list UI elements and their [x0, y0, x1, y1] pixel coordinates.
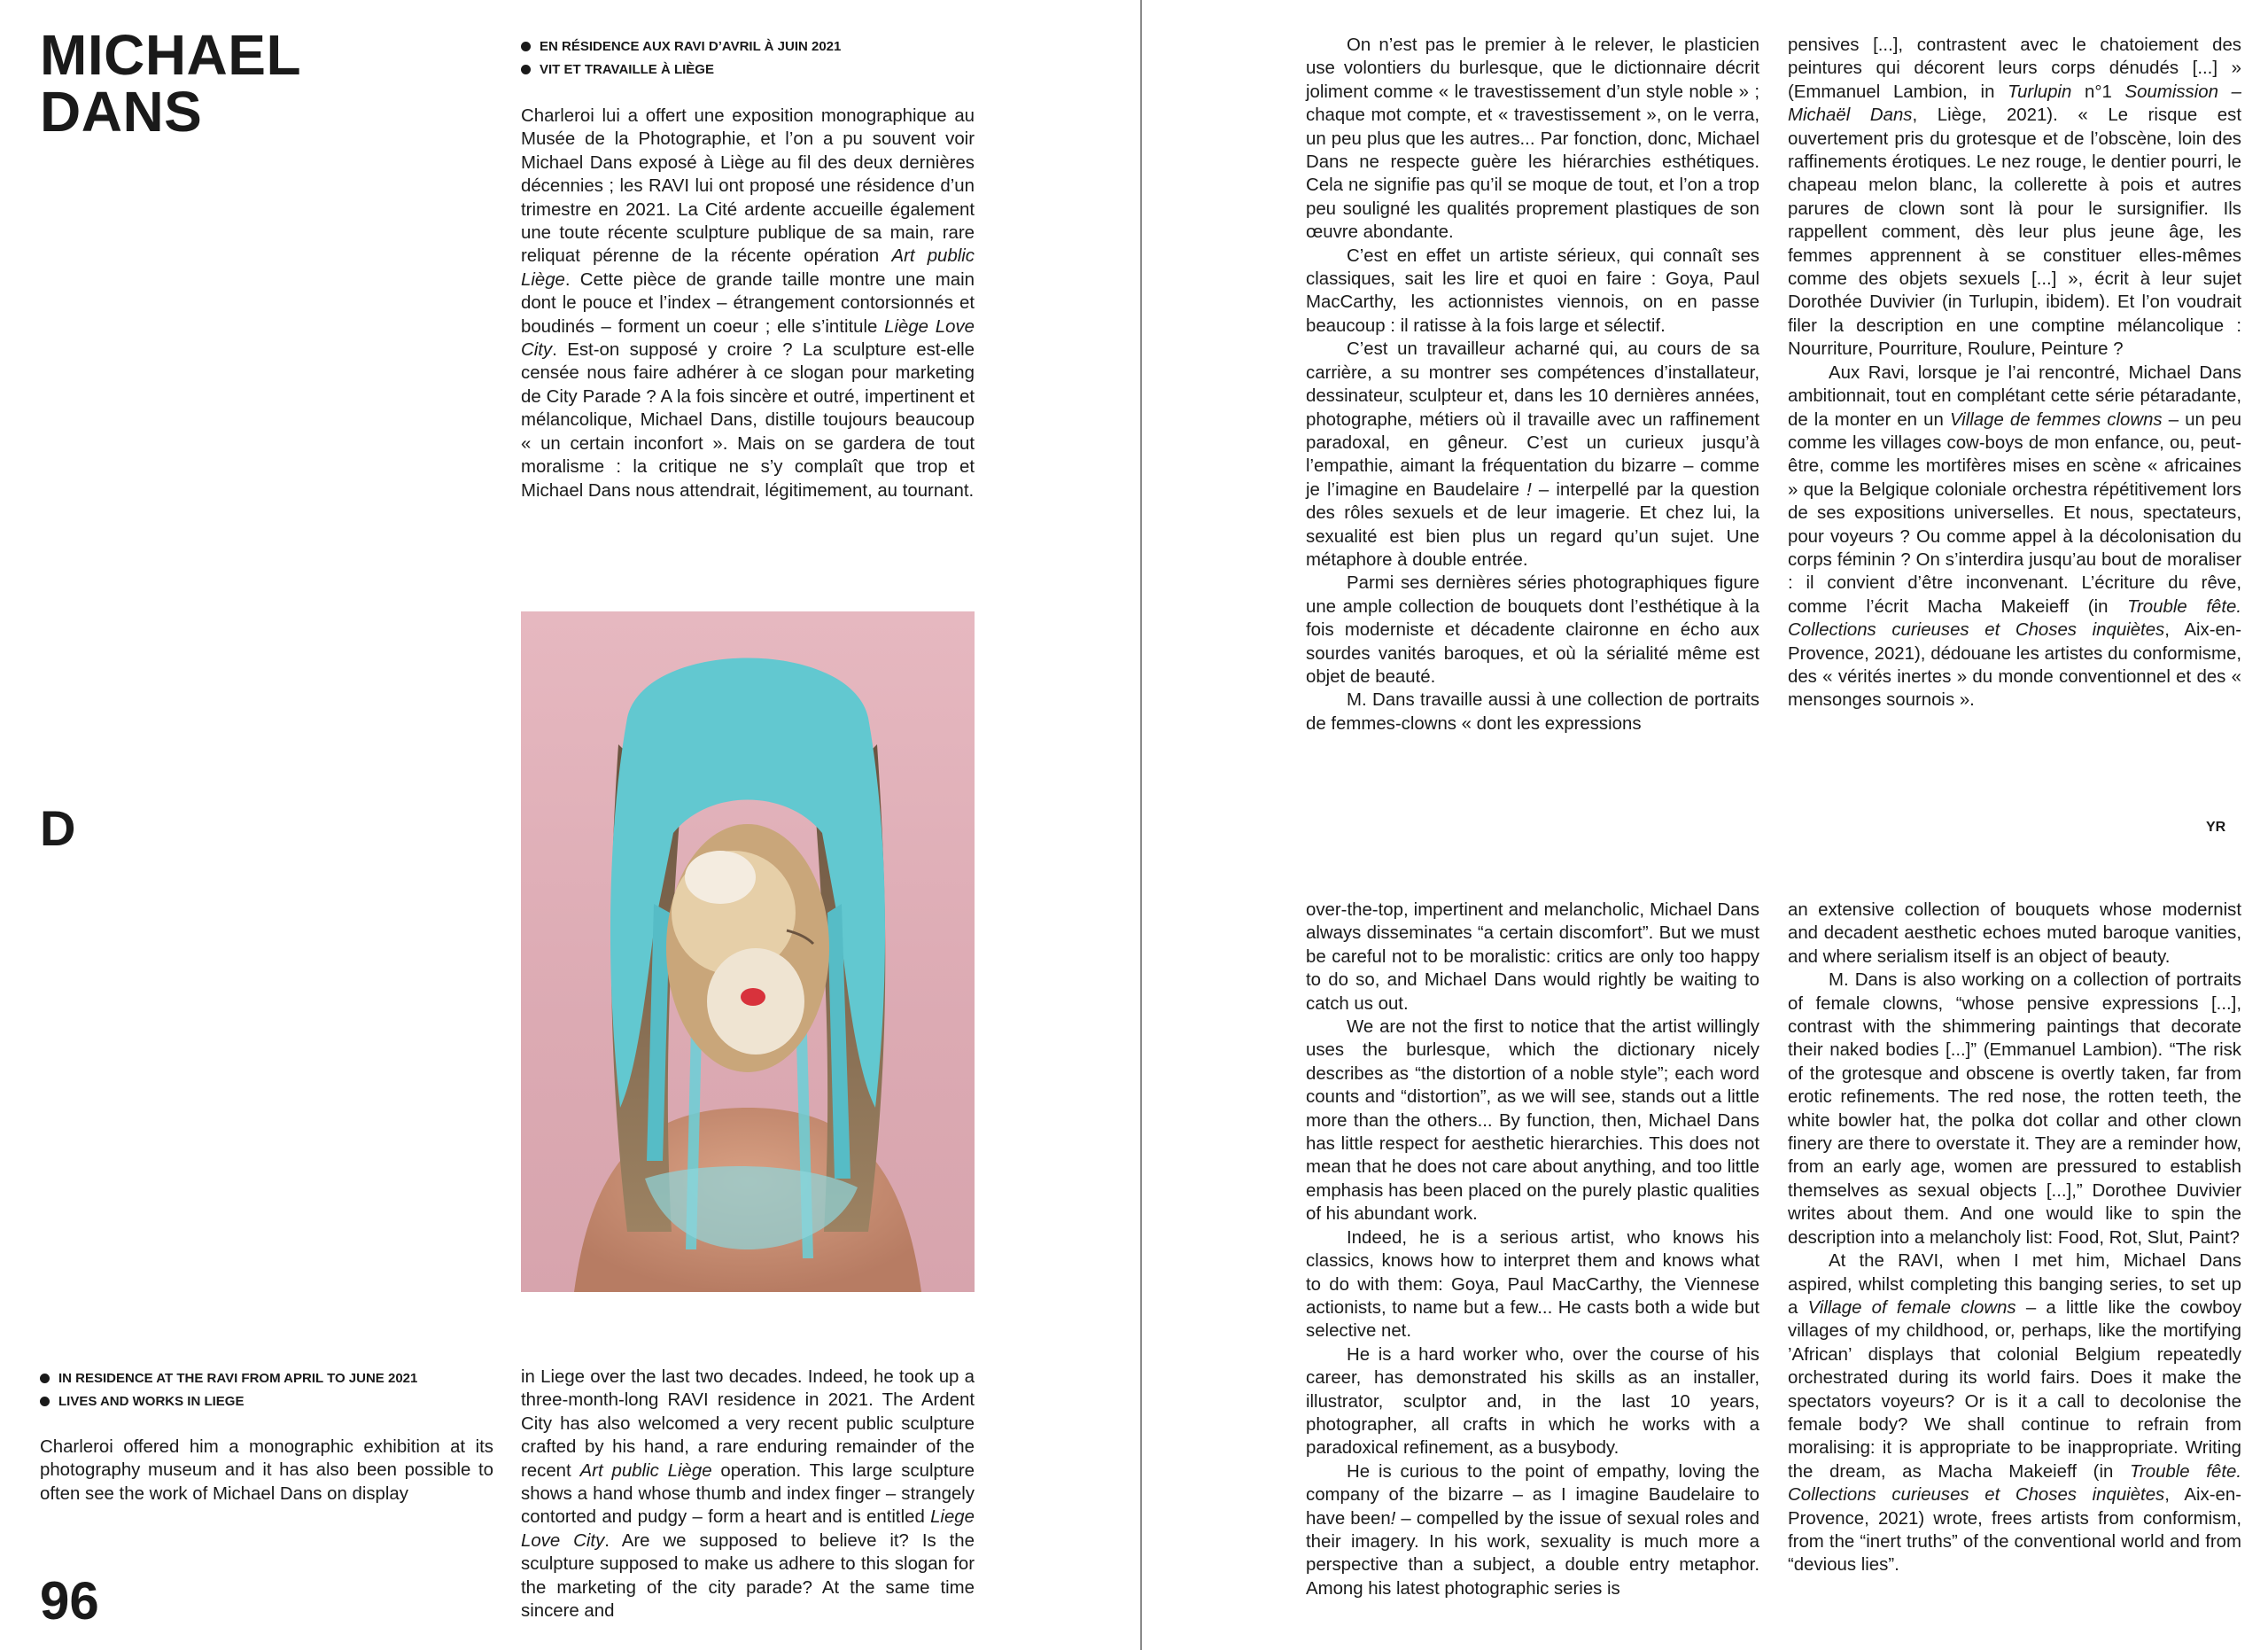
fr-column-4: pensives [...], contrastent avec le chatoiement des peintures qui décorent leurs corps dénudés [...] » (Emmanuel Lambion, in Turlupin n°1 Soumission – Michaël Dans, Liège, 2021). « Le risque est ouvertement pris du grotesque et de l’obscène, loin des raffinements érotiques. Le nez rouge, le dentier pourri, le chapeau melon blanc, la collerette à pois et autres parures de clown sont là pour le sursignifier. Ils rappellent comment, dès leur plus jeune âge, les femmes apprennent à se constituer elles-mêmes comme des objets sexuels [...] », écrit à leur sujet Dorothée Duvivier (in Turlupin, ibidem). Et l’on voudrait filer la description en une comptine mélancolique : Nourriture, Pourriture, Roulure, Peinture ? Aux Ravi, lorsque je l’ai rencontré, Michael Dans ambitionnait, tout en complétant cette série pétaradante, de la monter en un Village de femmes clowns – un peu comme les villages cow-boys de mon enfance, ou, peut-être, comme les mortifères mises en scène « africaines » que la Belgique coloniale orchestra répétitivement lors de ses expositions universelles. Et nous, spectateurs, pour voyeurs ? Ou comme appel à la décolonisation du corps féminin ? On s’interdira jusqu’au bout de moraliser : il convient d’être inconvenant. L’écriture du rêve, comme l’écrit Macha Makeieff (in Trouble fête. Collections curieuses et Choses inquiètes, Aix-en-Provence, 2021), dédouane les artistes du conformisme, des « vérités inertes » du monde conventionnel et des « mensonges sournois ».	[1788, 35, 2242, 711]
en-meta-list	[40, 1367, 417, 1413]
fr-meta-list	[521, 35, 841, 82]
en-column-4: an extensive collection of bouquets whose modernist and decadent aesthetic echoes muted baroque vanities, and where serialism itself is an object of beauty. M. Dans is also working on a collection of portraits of female clowns, “whose pensive expressions [...], contrast with the shimmering paintings that decorate their naked bodies [...]” (Emmanuel Lambion). “The risk of the grotesque and obscene is overtly taken, far from erotic refinements. The red nose, the rotten teeth, the white bowler hat, the polka dot collar and other clown finery are there to overstate it. They are a reminder how, from an early age, women are pressured to establish themselves as sexual objects [...],” Dorothee Duvivier writes about them. And one would like to spin the description into a melancholy list: Food, Rot, Slut, Paint? At the RAVI, when I met him, Michael Dans aspired, whilst completing this banging series, to set up a Village of female clowns – a little like the cowboy villages of my childhood, or, perhaps, like the mortifying ’African’ displays that colonial Belgium repeatedly orchestrated during its world fairs. Does it make the spectators voyeurs? Or is it a call to decolonise the female body? We shall continue to refrain from moralising: it is appropriate to be inappropriate. Writing the dream, as Macha Makeieff (in Trouble fête. Collections curieuses et Choses inquiètes, Aix-en-Provence, 2021) wrote, frees artists from conformism, from the “inert truths” of the conventional world and from “devious lies”.	[1788, 900, 2242, 1576]
artist-name-title: MICHAEL DANS	[40, 23, 302, 144]
fr-meta-residence: EN RÉSIDENCE AUX RAVI D’AVRIL À JUIN 2021	[521, 35, 841, 58]
artwork-photo	[521, 611, 975, 1292]
en-column-2: in Liege over the last two decades. Indeed, he took up a three-month-long RAVI residence in 2021. The Ardent City has also welcomed a very recent public sculpture crafted by his hand, a rare enduring remainder of the recent Art public Liège operation. This large sculpture shows a hand whose thumb and index finger – strangely contorted and pudgy – form a heart and is entitled Liege Love City. Are we supposed to believe it? Is the sculpture supposed to make us adhere to this slogan for the marketing of the city parade? At the same time sincere and	[521, 1367, 975, 1622]
bullet-icon	[40, 1374, 50, 1383]
en-meta-lives: LIVES AND WORKS IN LIEGE	[40, 1390, 417, 1413]
portrait-illustration	[521, 611, 975, 1292]
bullet-icon	[40, 1397, 50, 1406]
fr-meta-lives: VIT ET TRAVAILLE À LIÈGE	[521, 58, 841, 82]
bullet-icon	[521, 65, 531, 74]
fr-column-3: On n’est pas le premier à le relever, le plasticien use volontiers du burlesque, que le dictionnaire décrit joliment comme « le travestissement d’un style noble » ; chaque mot compte, et « travestissement », on le verra, un peu plus que les autres... Par fonction, donc, Michael Dans ne respecte guère les hiérarchies esthétiques. Cela ne signifie pas qu’il se moque de tout, et l’on a trop peu souligné les qualités proprement plastiques de son œuvre abondante. C’est en effet un artiste sérieux, qui connaît ses classiques, sait les lire et quoi en faire : Goya, Paul MacCarthy, les actionnistes viennois, on en passe beaucoup : il ratisse à la fois large et sélectif. C’est un travailleur acharné qui, au cours de sa carrière, a su montrer ses compétences d’installateur, dessinateur, sculpteur et, dans les 10 dernières années, photographe, métiers où il travaille avec un raffinement paradoxal, en gêneur. C’est un curieux jusqu’à l’empathie, aimant la fréquentation du bizarre – comme je l’imagine en Baudelaire ! – interpellé par la question des rôles sexuels et de leur imagerie. Et chez lui, la sexualité est bien plus un regard qu’un sujet. Une métaphore à double entrée. Parmi ses dernières séries photographiques figure une ample collection de bouquets dont l’esthétique à la fois moderniste et décadente claironne en écho aux sourdes vanités baroques, et où la sérialité même est objet de beauté. M. Dans travaille aussi à une collection de portraits de femmes-clowns « dont les expressions	[1306, 35, 1759, 734]
page-number: 96	[40, 1571, 99, 1631]
author-signature: YR	[2206, 820, 2226, 835]
page-spine	[1140, 0, 1142, 1650]
en-meta-residence: IN RESIDENCE AT THE RAVI FROM APRIL TO JUNE 2021	[40, 1367, 417, 1390]
index-letter: D	[40, 800, 76, 856]
en-column-3: over-the-top, impertinent and melancholic, Michael Dans always disseminates “a certain discomfort”. But we must be careful not to be moralistic: critics are only too happy to do so, and Michael Dans would rightly be waiting to catch us out. We are not the first to notice that the artist willingly uses the burlesque, which the dictionary nicely describes as “the distortion of a noble style”; each word counts and “distortion”, as we will see, stands out a little more than the others... By function, then, Michael Dans has little respect for aesthetic hierarchies. This does not mean that he does not care about anything, and too little emphasis has been placed on the purely plastic qualities of his abundant work. Indeed, he is a serious artist, who knows his classics, knows how to interpret them and knows what to do with them: Goya, Paul MacCarthy, the Viennese actionists, to name but a few... He casts both a wide but selective net. He is a hard worker who, over the course of his career, has demonstrated his skills as an installer, illustrator, sculptor and, in the last 10 years, photographer, all crafts in which he works with a paradoxical refinement, as a busybody. He is curious to the point of empathy, loving the company of the bizarre – as I imagine Baudelaire to have been! – compelled by the issue of sexual roles and their imagery. In his work, sexuality is much more a perspective than a subject, a double entry metaphor. Among his latest photographic series is	[1306, 900, 1759, 1599]
fr-intro-text: Charleroi lui a offert une exposition monographique au Musée de la Photographie, et l’on a pu souvent voir Michael Dans exposé à Liège au fil des deux dernières décennies ; les RAVI lui ont proposé une résidence d’un trimestre en 2021. La Cité ardente accueille également une toute récente sculpture publique de sa main, rare reliquat pérenne de la récente opération Art public Liège. Cette pièce de grande taille montre une main dont le pouce et l’index – étrangement contorsionnés et boudinés – forment un coeur ; elle s’intitule Liège Love City. Est-on supposé y croire ? La sculpture est-elle censée nous faire adhérer à ce slogan pour marketing de City Parade ? A la fois sincère et outré, impertinent et mélancolique, Michael Dans, distille toujours beaucoup « un certain inconfort ». Mais on se gardera de tout moralisme : la critique ne s’y complaît que trop et Michael Dans nous attendrait, légitimement, au tournant.	[521, 106, 975, 501]
en-intro-text: Charleroi offered him a monographic exhibition at its photography museum and it has also been possible to often see the work of Michael Dans on display	[40, 1437, 493, 1504]
bullet-icon	[521, 42, 531, 51]
